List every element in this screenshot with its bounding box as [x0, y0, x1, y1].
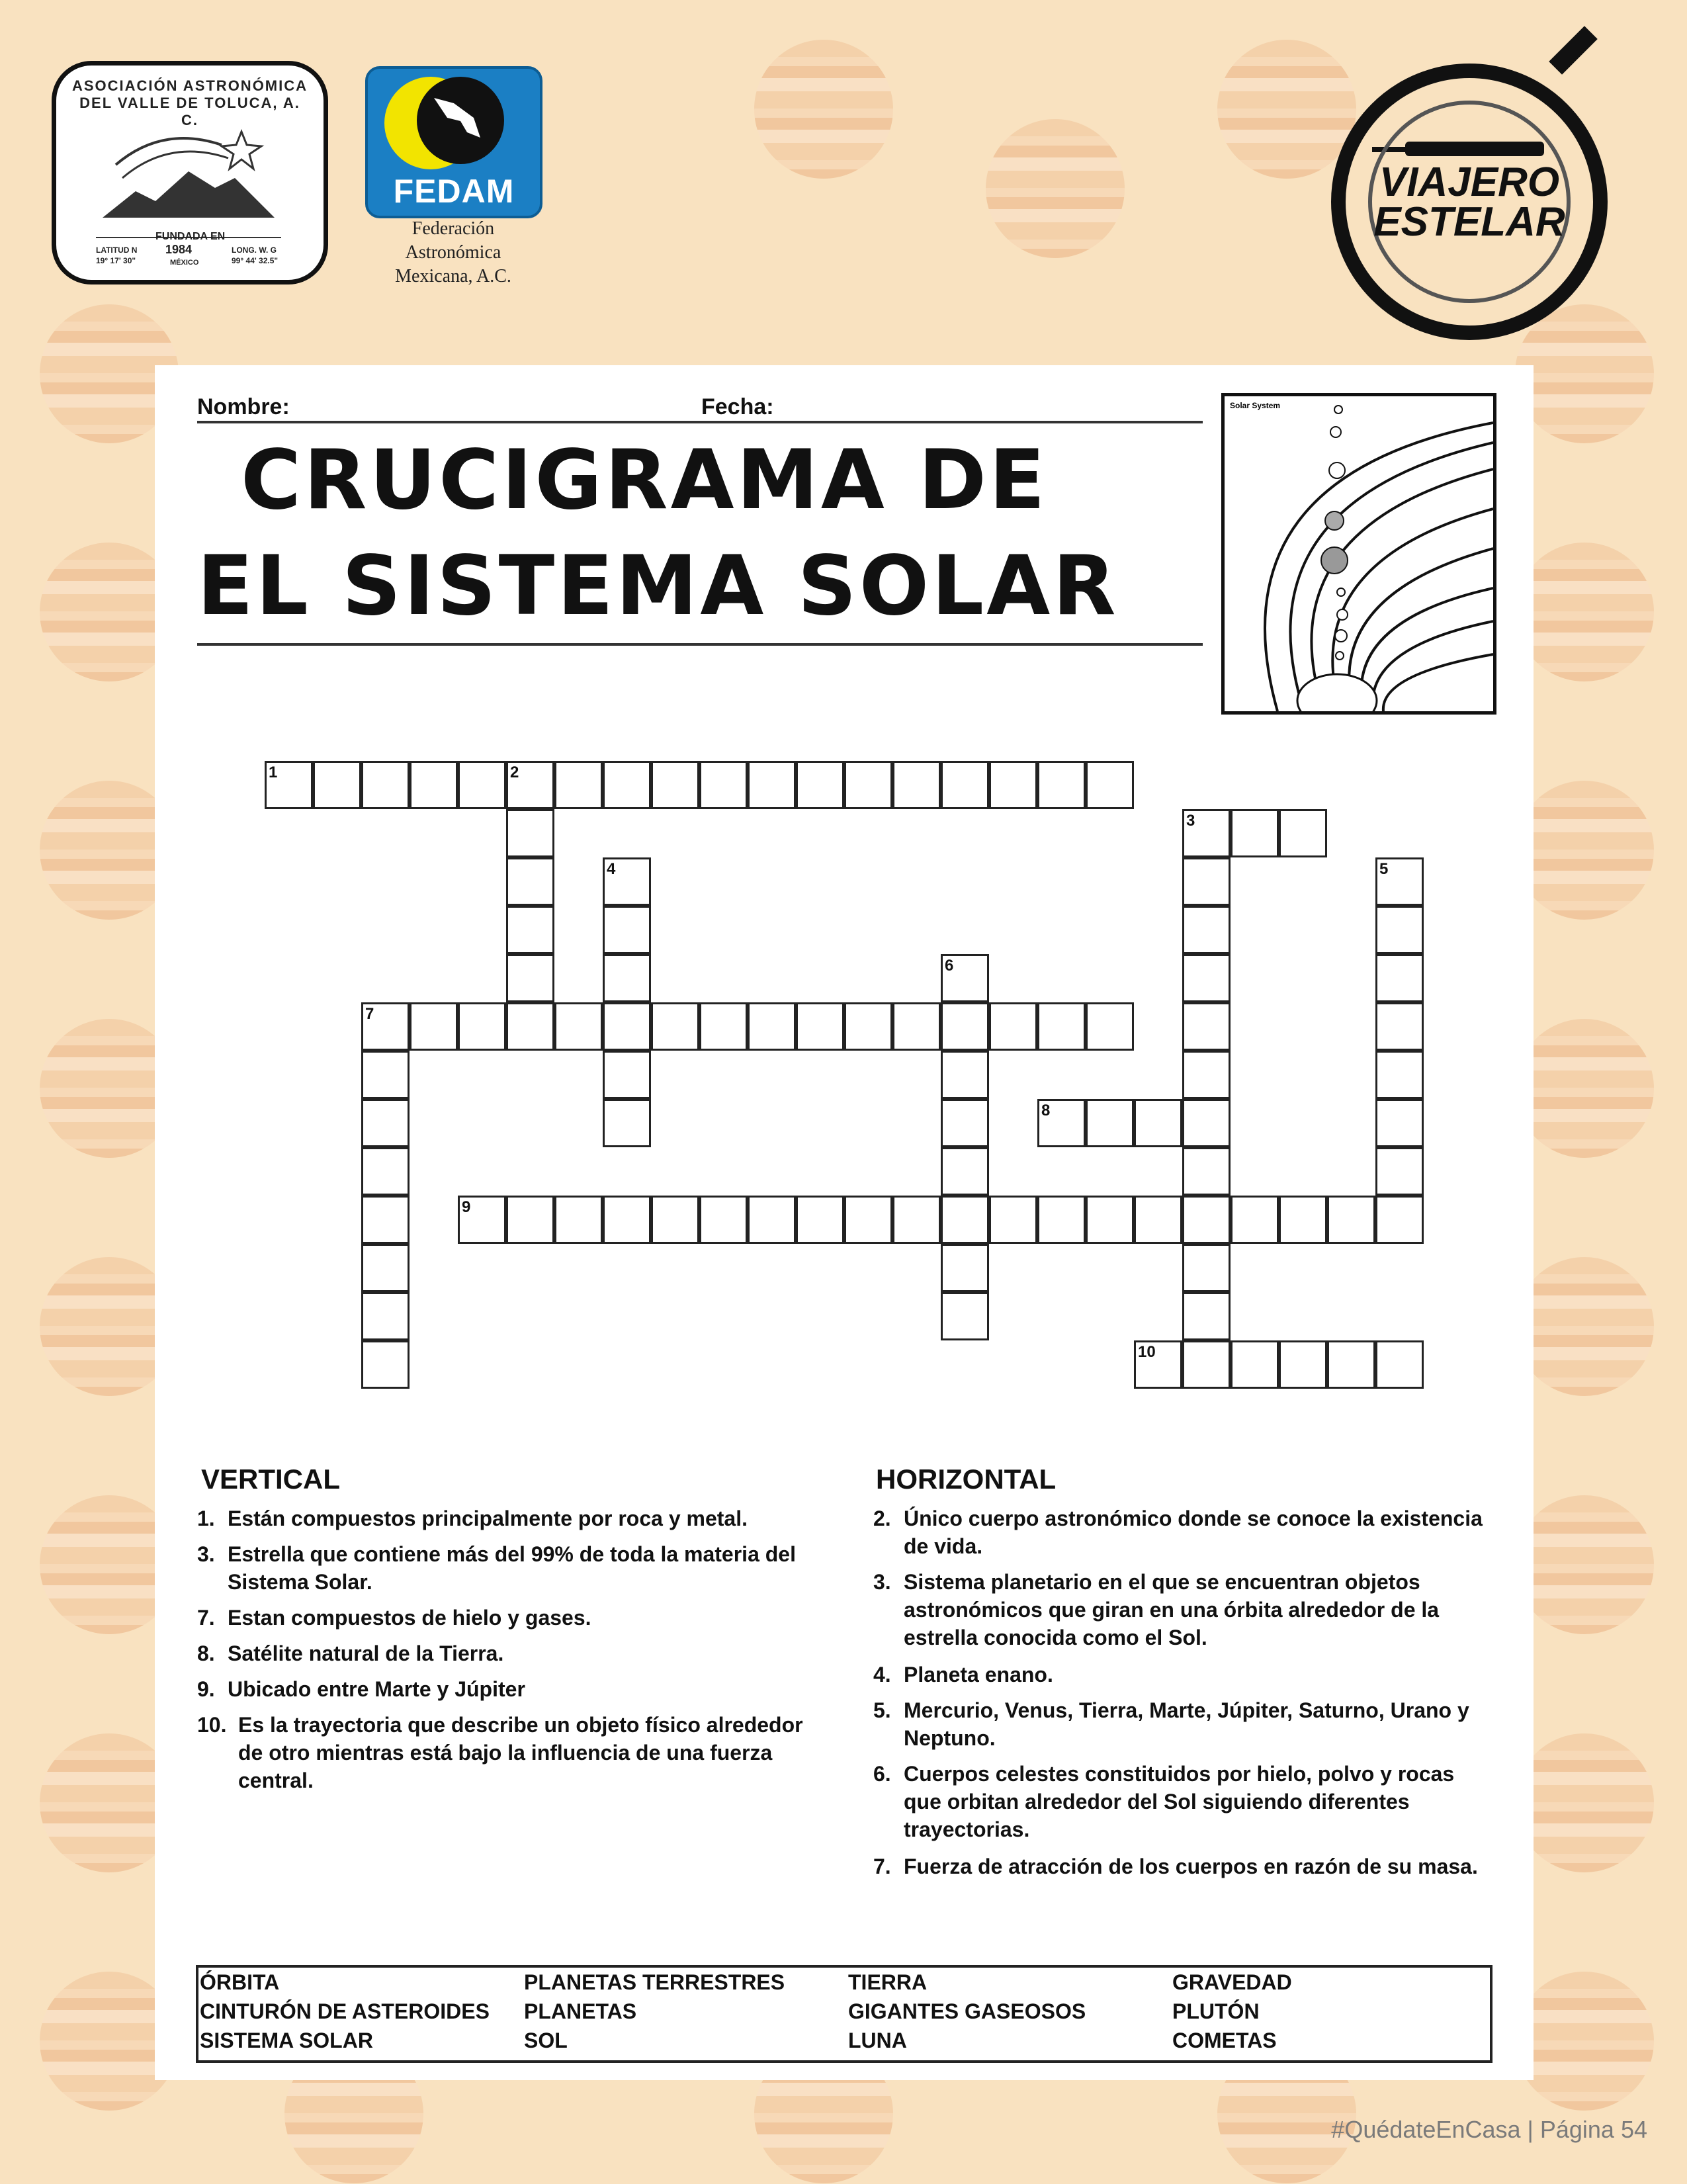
crossword-cell[interactable]: [1182, 954, 1231, 1002]
crossword-number: 5: [1379, 860, 1389, 878]
crossword-cell[interactable]: [748, 761, 796, 809]
crossword-cell[interactable]: [748, 1002, 796, 1051]
crossword-cell[interactable]: [1327, 1196, 1375, 1244]
crossword-cell[interactable]: [941, 1051, 989, 1099]
planet-decoration: [1515, 543, 1654, 681]
crossword-cell[interactable]: [844, 761, 892, 809]
crossword-cell[interactable]: [941, 1002, 989, 1051]
crossword-cell[interactable]: [1231, 1196, 1279, 1244]
crossword-cell[interactable]: [265, 761, 313, 809]
crossword-cell[interactable]: [796, 761, 844, 809]
crossword-cell[interactable]: [603, 1002, 651, 1051]
word-bank-item: COMETAS: [1172, 2029, 1277, 2052]
crossword-cell[interactable]: [506, 1002, 554, 1051]
badge-line1: VIAJERO: [1379, 159, 1560, 205]
latitude-label: LATITUD N: [96, 245, 138, 255]
word-bank: [196, 1965, 1492, 2063]
crossword-cell[interactable]: [458, 1002, 506, 1051]
word-bank-item: PLANETAS TERRESTRES: [524, 1970, 785, 1994]
crossword-cell[interactable]: [1134, 1099, 1182, 1147]
crossword-cell[interactable]: [458, 1196, 506, 1244]
clue-text: Fuerza de atracción de los cuerpos en razón de su masa.: [904, 1855, 1478, 1878]
crossword-cell[interactable]: [506, 1196, 554, 1244]
horizontal-title: HORIZONTAL: [876, 1463, 1057, 1495]
clue-text: Sistema planetario en el que se encuentran objetos astronómicos que giran en una órbita alrededor de la estrella conocida como el Sol.: [904, 1570, 1440, 1649]
crossword-cell[interactable]: [1182, 1147, 1231, 1196]
crossword-number: 7: [365, 1005, 374, 1023]
clue-number: 4.: [873, 1663, 891, 1686]
crossword-number: 8: [1041, 1102, 1051, 1119]
clue-number: 9.: [197, 1677, 215, 1701]
clue-item: [873, 1505, 1495, 1560]
clue-number: 8.: [197, 1641, 215, 1665]
badge-handle: [1549, 26, 1598, 75]
title-line2: EL SISTEMA SOLAR: [197, 539, 1119, 634]
word-bank-item: SOL: [524, 2029, 568, 2052]
crossword-cell[interactable]: [554, 761, 603, 809]
word-bank-item: SISTEMA SOLAR: [200, 2029, 373, 2052]
clue-text: Planeta enano.: [904, 1663, 1053, 1686]
page-footer: #QuédateEnCasa | Página 54: [1331, 2116, 1647, 2143]
clue-text: Cuerpos celestes constituidos por hielo, polvo y rocas que orbitan alrededor del Sol siguiendo diferentes trayectorias.: [904, 1762, 1455, 1841]
crossword-cell[interactable]: [1086, 1002, 1134, 1051]
word-bank-item: LUNA: [848, 2029, 907, 2052]
crossword-cell[interactable]: [1086, 1099, 1134, 1147]
clue-number: 10.: [197, 1713, 227, 1737]
clue-text: Estan compuestos de hielo y gases.: [228, 1606, 591, 1630]
viajero-estelar-logo: [1331, 64, 1608, 340]
crossword-cell[interactable]: [361, 1147, 410, 1196]
crossword-cell[interactable]: [1375, 1051, 1424, 1099]
clue-number: 3.: [873, 1570, 891, 1594]
crossword-number: 1: [269, 764, 278, 781]
clue-item: [873, 1568, 1495, 1651]
crossword-number: 9: [462, 1198, 471, 1216]
crossword-cell[interactable]: [1375, 1147, 1424, 1196]
clue-item: [197, 1604, 832, 1632]
clue-text: Satélite natural de la Tierra.: [228, 1641, 504, 1665]
crossword-cell[interactable]: [506, 954, 554, 1002]
crossword-cell[interactable]: [844, 1196, 892, 1244]
crossword-cell[interactable]: [1086, 1196, 1134, 1244]
clue-text: Único cuerpo astronómico donde se conoce la existencia de vida.: [904, 1507, 1483, 1558]
clue-item: [197, 1505, 832, 1532]
crossword-cell[interactable]: [1231, 809, 1279, 857]
clue-number: 7.: [873, 1855, 891, 1878]
word-bank-item: PLUTÓN: [1172, 1999, 1260, 2023]
fedam-line2: Astronómica: [405, 242, 501, 263]
clue-item: [197, 1711, 832, 1794]
crossword-number: 4: [607, 860, 616, 878]
longitude-label: LONG. W. G: [232, 245, 277, 255]
crossword-cell[interactable]: [361, 1002, 410, 1051]
crossword-cell[interactable]: [506, 857, 554, 906]
clue-item: [197, 1675, 832, 1703]
crossword-cell[interactable]: [1037, 1002, 1086, 1051]
crossword-cell[interactable]: [1182, 1099, 1231, 1147]
planet-decoration: [1515, 1972, 1654, 2111]
crossword-cell[interactable]: [941, 1147, 989, 1196]
association-name: ASOCIACIÓN ASTRONÓMICA DEL VALLE DE TOLUCA, A. C.: [71, 77, 308, 128]
crossword-cell[interactable]: [989, 761, 1037, 809]
crossword-cell[interactable]: [603, 1099, 651, 1147]
clue-item: [197, 1639, 832, 1667]
crossword-cell[interactable]: [1231, 1340, 1279, 1389]
clue-text: Es la trayectoria que describe un objeto físico alrededor de otro mientras está bajo la influencia de una fuerza central.: [238, 1713, 803, 1792]
crossword-cell[interactable]: [410, 1002, 458, 1051]
crossword-cell[interactable]: [603, 906, 651, 954]
worksheet: [155, 365, 1534, 2080]
crossword-cell[interactable]: [554, 1196, 603, 1244]
crossword-cell[interactable]: [1037, 761, 1086, 809]
planet-decoration: [1515, 1733, 1654, 1872]
planet-decoration: [1217, 40, 1356, 179]
crossword-cell[interactable]: [1375, 1196, 1424, 1244]
date-label: Fecha:: [701, 394, 774, 419]
crossword-grid: [155, 365, 1534, 1424]
clue-text: Mercurio, Venus, Tierra, Marte, Júpiter, Saturno, Urano y Neptuno.: [904, 1698, 1469, 1750]
crossword-cell[interactable]: [892, 1002, 941, 1051]
clue-number: 1.: [197, 1507, 215, 1530]
crossword-cell[interactable]: [844, 1002, 892, 1051]
clue-item: [873, 1661, 1495, 1688]
crossword-cell[interactable]: [506, 809, 554, 857]
crossword-cell[interactable]: [941, 954, 989, 1002]
crossword-cell[interactable]: [458, 761, 506, 809]
word-bank-item: CINTURÓN DE ASTEROIDES: [200, 1999, 490, 2023]
name-label: Nombre:: [197, 394, 290, 419]
crossword-cell[interactable]: [1182, 1002, 1231, 1051]
crossword-cell[interactable]: [1375, 954, 1424, 1002]
crossword-cell[interactable]: [651, 761, 699, 809]
word-bank-item: ÓRBITA: [200, 1970, 280, 1994]
crossword-cell[interactable]: [603, 761, 651, 809]
word-bank-item: GRAVEDAD: [1172, 1970, 1292, 1994]
crossword-cell[interactable]: [699, 761, 748, 809]
crossword-cell[interactable]: [892, 761, 941, 809]
fedam-emblem: [368, 71, 535, 177]
vertical-title: VERTICAL: [201, 1463, 340, 1495]
crossword-cell[interactable]: [1037, 1099, 1086, 1147]
planet-decoration: [1515, 1495, 1654, 1634]
clue-number: 5.: [873, 1698, 891, 1722]
fedam-subtitle: [344, 217, 562, 288]
crossword-number: 2: [510, 764, 519, 781]
crossword-cell[interactable]: [313, 761, 361, 809]
crossword-cell[interactable]: [1134, 1196, 1182, 1244]
crossword-cell[interactable]: [796, 1002, 844, 1051]
clue-number: 7.: [197, 1606, 215, 1630]
clue-item: [197, 1540, 832, 1596]
clue-number: 2.: [873, 1507, 891, 1530]
crossword-cell[interactable]: [796, 1196, 844, 1244]
crossword-cell[interactable]: [941, 1196, 989, 1244]
crossword-cell[interactable]: [1279, 1340, 1327, 1389]
planet-decoration: [1515, 781, 1654, 920]
crossword-cell[interactable]: [1279, 1196, 1327, 1244]
crossword-cell[interactable]: [361, 1244, 410, 1292]
clue-number: 3.: [197, 1542, 215, 1566]
crossword-cell[interactable]: [1375, 857, 1424, 906]
crossword-cell[interactable]: [748, 1196, 796, 1244]
crossword-cell[interactable]: [1037, 1196, 1086, 1244]
crossword-number: 3: [1186, 812, 1195, 830]
crossword-cell[interactable]: [699, 1002, 748, 1051]
planet-decoration: [986, 119, 1125, 258]
crossword-cell[interactable]: [361, 1099, 410, 1147]
latitude-value: 19° 17' 30": [96, 256, 136, 265]
planet-decoration: [1515, 1257, 1654, 1396]
crossword-cell[interactable]: [506, 906, 554, 954]
crossword-cell[interactable]: [651, 1196, 699, 1244]
association-logo: [52, 61, 328, 284]
crossword-cell[interactable]: [941, 1099, 989, 1147]
crossword-cell[interactable]: [1182, 1196, 1231, 1244]
clue-text: Ubicado entre Marte y Júpiter: [228, 1677, 525, 1701]
clue-number: 6.: [873, 1762, 891, 1786]
crossword-cell[interactable]: [410, 761, 458, 809]
country-label: MÉXICO: [170, 259, 199, 267]
crossword-cell[interactable]: [603, 857, 651, 906]
word-bank-item: GIGANTES GASEOSOS: [848, 1999, 1086, 2023]
crossword-cell[interactable]: [1086, 761, 1134, 809]
title-line1: CRUCIGRAMA DE: [241, 433, 1048, 528]
crossword-cell[interactable]: [1182, 1292, 1231, 1340]
clue-text: Estrella que contiene más del 99% de toda la materia del Sistema Solar.: [228, 1542, 796, 1594]
crossword-cell[interactable]: [603, 1196, 651, 1244]
crossword-cell[interactable]: [1182, 857, 1231, 906]
crossword-number: 10: [1138, 1343, 1156, 1361]
fedam-label: FEDAM: [393, 173, 515, 210]
crossword-cell[interactable]: [1375, 906, 1424, 954]
clue-item: [873, 1853, 1495, 1880]
crossword-cell[interactable]: [1327, 1340, 1375, 1389]
crossword-cell[interactable]: [361, 1292, 410, 1340]
crossword-cell[interactable]: [554, 1002, 603, 1051]
crossword-cell[interactable]: [1375, 1340, 1424, 1389]
crossword-cell[interactable]: [651, 1002, 699, 1051]
diagram-title: Solar System: [1230, 401, 1281, 410]
crossword-cell[interactable]: [1182, 906, 1231, 954]
crossword-cell[interactable]: [506, 761, 554, 809]
badge-text: [1372, 159, 1567, 245]
crossword-cell[interactable]: [603, 1051, 651, 1099]
crossword-cell[interactable]: [989, 1002, 1037, 1051]
crossword-cell[interactable]: [1182, 1244, 1231, 1292]
badge-line2: ESTELAR: [1373, 199, 1565, 245]
crossword-cell[interactable]: [941, 761, 989, 809]
crossword-cell[interactable]: [361, 761, 410, 809]
crossword-cell[interactable]: [1279, 809, 1327, 857]
clue-item: [873, 1696, 1495, 1752]
crossword-cell[interactable]: [1182, 1051, 1231, 1099]
crossword-cell[interactable]: [1182, 809, 1231, 857]
longitude-value: 99° 44' 32.5": [232, 256, 279, 265]
crossword-cell[interactable]: [1134, 1340, 1182, 1389]
crossword-cell[interactable]: [1182, 1340, 1231, 1389]
planet-decoration: [1515, 1019, 1654, 1158]
clue-item: [873, 1760, 1495, 1843]
founded-year: 1984: [165, 243, 193, 256]
crossword-cell[interactable]: [1375, 1002, 1424, 1051]
fedam-line1: Federación: [411, 218, 495, 239]
crossword-cell[interactable]: [989, 1196, 1037, 1244]
clue-text: Están compuestos principalmente por roca y metal.: [228, 1507, 748, 1530]
crossword-cell[interactable]: [892, 1196, 941, 1244]
crossword-cell[interactable]: [941, 1292, 989, 1340]
crossword-cell[interactable]: [699, 1196, 748, 1244]
crossword-number: 6: [945, 957, 954, 975]
crossword-cell[interactable]: [361, 1196, 410, 1244]
crossword-cell[interactable]: [941, 1244, 989, 1292]
word-bank-item: PLANETAS: [524, 1999, 637, 2023]
crossword-cell[interactable]: [603, 954, 651, 1002]
crossword-cell[interactable]: [361, 1051, 410, 1099]
founded-label: FUNDADA EN: [155, 231, 226, 242]
fedam-logo: [365, 66, 542, 218]
planet-decoration: [754, 40, 893, 179]
fedam-line3: Mexicana, A.C.: [395, 266, 511, 286]
crossword-cell[interactable]: [1375, 1099, 1424, 1147]
crossword-cell[interactable]: [361, 1340, 410, 1389]
word-bank-item: TIERRA: [848, 1970, 928, 1994]
